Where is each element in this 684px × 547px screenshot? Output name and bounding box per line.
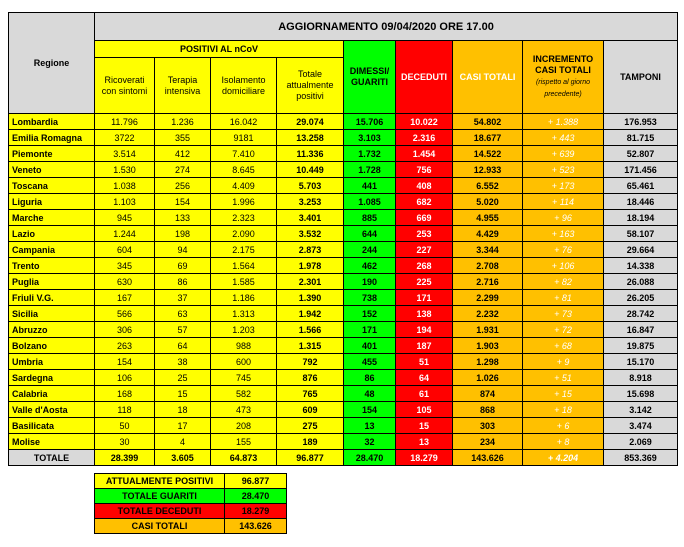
cell-deceduti: 1.454 [396, 146, 453, 162]
cell-casi-totali: 1.026 [453, 370, 523, 386]
cell-totale-positivi: 765 [277, 386, 344, 402]
cell-deceduti: 225 [396, 274, 453, 290]
cell-tamponi: 65.461 [604, 178, 678, 194]
cell-deceduti: 64 [396, 370, 453, 386]
cell-deceduti: 2.316 [396, 130, 453, 146]
cell-terapia: 17 [155, 418, 211, 434]
total-cell-terapia: 3.605 [155, 450, 211, 466]
table-row [9, 290, 678, 306]
cell-deceduti: 194 [396, 322, 453, 338]
total-cell-totale-positivi: 96.877 [277, 450, 344, 466]
table-row [9, 226, 678, 242]
cell-deceduti: 10.022 [396, 114, 453, 130]
cell-regione: Calabria [9, 386, 95, 402]
table-row [9, 386, 678, 402]
cell-terapia: 94 [155, 242, 211, 258]
cell-deceduti: 171 [396, 290, 453, 306]
cell-deceduti: 669 [396, 210, 453, 226]
cell-dimessi: 190 [344, 274, 396, 290]
total-cell-regione: TOTALE [9, 450, 95, 466]
cell-casi-totali: 874 [453, 386, 523, 402]
cell-incremento: + 8 [523, 434, 604, 450]
cell-isolamento: 155 [211, 434, 277, 450]
cell-incremento: + 96 [523, 210, 604, 226]
cell-totale-positivi: 2.301 [277, 274, 344, 290]
cell-casi-totali: 2.716 [453, 274, 523, 290]
cell-terapia: 15 [155, 386, 211, 402]
cell-ricoverati: 1.530 [95, 162, 155, 178]
cell-incremento: + 173 [523, 178, 604, 194]
cell-casi-totali: 4.429 [453, 226, 523, 242]
cell-isolamento: 582 [211, 386, 277, 402]
cell-terapia: 37 [155, 290, 211, 306]
cell-ricoverati: 1.103 [95, 194, 155, 210]
table-row [9, 338, 678, 354]
summary-value: 143.626 [225, 519, 287, 534]
cell-totale-positivi: 609 [277, 402, 344, 418]
cell-incremento: + 72 [523, 322, 604, 338]
cell-casi-totali: 6.552 [453, 178, 523, 194]
cell-regione: Abruzzo [9, 322, 95, 338]
cell-isolamento: 7.410 [211, 146, 277, 162]
cell-casi-totali: 2.232 [453, 306, 523, 322]
cell-ricoverati: 30 [95, 434, 155, 450]
cell-regione: Piemonte [9, 146, 95, 162]
cell-ricoverati: 118 [95, 402, 155, 418]
cell-incremento: + 18 [523, 402, 604, 418]
cell-ricoverati: 604 [95, 242, 155, 258]
cell-deceduti: 268 [396, 258, 453, 274]
cell-regione: Marche [9, 210, 95, 226]
summary-label: TOTALE GUARITI [95, 489, 225, 504]
cell-incremento: + 68 [523, 338, 604, 354]
cell-terapia: 63 [155, 306, 211, 322]
total-cell-dimessi: 28.470 [344, 450, 396, 466]
cell-terapia: 18 [155, 402, 211, 418]
cell-dimessi: 154 [344, 402, 396, 418]
cell-dimessi: 3.103 [344, 130, 396, 146]
header-positivi: POSITIVI AL nCoV [95, 41, 344, 58]
covid-regional-table [8, 12, 678, 466]
cell-deceduti: 105 [396, 402, 453, 418]
cell-terapia: 198 [155, 226, 211, 242]
cell-terapia: 64 [155, 338, 211, 354]
cell-dimessi: 32 [344, 434, 396, 450]
cell-ricoverati: 11.796 [95, 114, 155, 130]
cell-isolamento: 2.090 [211, 226, 277, 242]
cell-incremento: + 6 [523, 418, 604, 434]
cell-dimessi: 1.728 [344, 162, 396, 178]
header-ricoverati: Ricoverati con sintomi [95, 58, 155, 114]
cell-deceduti: 138 [396, 306, 453, 322]
cell-totale-positivi: 1.942 [277, 306, 344, 322]
table-row [9, 178, 678, 194]
cell-totale-positivi: 1.390 [277, 290, 344, 306]
cell-isolamento: 8.645 [211, 162, 277, 178]
table-row [9, 258, 678, 274]
cell-tamponi: 28.742 [604, 306, 678, 322]
cell-totale-positivi: 13.258 [277, 130, 344, 146]
cell-isolamento: 473 [211, 402, 277, 418]
cell-incremento: + 443 [523, 130, 604, 146]
cell-tamponi: 58.107 [604, 226, 678, 242]
cell-terapia: 412 [155, 146, 211, 162]
cell-tamponi: 26.205 [604, 290, 678, 306]
total-cell-isolamento: 64.873 [211, 450, 277, 466]
summary-value: 28.470 [225, 489, 287, 504]
header-deceduti: DECEDUTI [396, 41, 453, 114]
cell-totale-positivi: 275 [277, 418, 344, 434]
cell-casi-totali: 1.931 [453, 322, 523, 338]
cell-incremento: + 73 [523, 306, 604, 322]
cell-isolamento: 16.042 [211, 114, 277, 130]
cell-dimessi: 15.706 [344, 114, 396, 130]
cell-ricoverati: 167 [95, 290, 155, 306]
cell-casi-totali: 1.298 [453, 354, 523, 370]
cell-regione: Sardegna [9, 370, 95, 386]
summary-row [95, 519, 287, 534]
cell-incremento: + 82 [523, 274, 604, 290]
cell-casi-totali: 54.802 [453, 114, 523, 130]
cell-isolamento: 4.409 [211, 178, 277, 194]
cell-ricoverati: 1.038 [95, 178, 155, 194]
cell-ricoverati: 566 [95, 306, 155, 322]
header-terapia: Terapia intensiva [155, 58, 211, 114]
cell-casi-totali: 2.708 [453, 258, 523, 274]
cell-isolamento: 2.323 [211, 210, 277, 226]
cell-casi-totali: 3.344 [453, 242, 523, 258]
table-row [9, 418, 678, 434]
cell-isolamento: 600 [211, 354, 277, 370]
total-cell-ricoverati: 28.399 [95, 450, 155, 466]
header-regione: Regione [9, 13, 95, 114]
cell-regione: Sicilia [9, 306, 95, 322]
cell-incremento: + 523 [523, 162, 604, 178]
cell-regione: Lazio [9, 226, 95, 242]
cell-totale-positivi: 1.978 [277, 258, 344, 274]
cell-dimessi: 1.085 [344, 194, 396, 210]
cell-dimessi: 644 [344, 226, 396, 242]
table-row [9, 114, 678, 130]
cell-isolamento: 1.313 [211, 306, 277, 322]
cell-isolamento: 2.175 [211, 242, 277, 258]
cell-totale-positivi: 792 [277, 354, 344, 370]
cell-tamponi: 15.698 [604, 386, 678, 402]
cell-tamponi: 15.170 [604, 354, 678, 370]
cell-incremento: + 1.388 [523, 114, 604, 130]
cell-regione: Emilia Romagna [9, 130, 95, 146]
cell-dimessi: 401 [344, 338, 396, 354]
cell-deceduti: 51 [396, 354, 453, 370]
cell-regione: Friuli V.G. [9, 290, 95, 306]
cell-tamponi: 3.474 [604, 418, 678, 434]
cell-terapia: 1.236 [155, 114, 211, 130]
cell-incremento: + 51 [523, 370, 604, 386]
cell-totale-positivi: 3.532 [277, 226, 344, 242]
cell-deceduti: 227 [396, 242, 453, 258]
cell-dimessi: 171 [344, 322, 396, 338]
cell-regione: Veneto [9, 162, 95, 178]
cell-ricoverati: 106 [95, 370, 155, 386]
cell-ricoverati: 3.514 [95, 146, 155, 162]
summary-value: 18.279 [225, 504, 287, 519]
table-row [9, 242, 678, 258]
cell-regione: Valle d'Aosta [9, 402, 95, 418]
cell-casi-totali: 234 [453, 434, 523, 450]
cell-deceduti: 15 [396, 418, 453, 434]
cell-regione: Molise [9, 434, 95, 450]
update-title: AGGIORNAMENTO 09/04/2020 ORE 17.00 [95, 13, 678, 41]
summary-row [95, 474, 287, 489]
cell-regione: Toscana [9, 178, 95, 194]
cell-tamponi: 2.069 [604, 434, 678, 450]
cell-casi-totali: 1.903 [453, 338, 523, 354]
cell-deceduti: 187 [396, 338, 453, 354]
cell-totale-positivi: 5.703 [277, 178, 344, 194]
cell-incremento: + 81 [523, 290, 604, 306]
cell-dimessi: 441 [344, 178, 396, 194]
cell-incremento: + 114 [523, 194, 604, 210]
cell-tamponi: 16.847 [604, 322, 678, 338]
cell-isolamento: 1.186 [211, 290, 277, 306]
table-row [9, 130, 678, 146]
summary-value: 96.877 [225, 474, 287, 489]
cell-deceduti: 253 [396, 226, 453, 242]
cell-dimessi: 1.732 [344, 146, 396, 162]
cell-casi-totali: 868 [453, 402, 523, 418]
header-isolamento: Isolamento domiciliare [211, 58, 277, 114]
cell-dimessi: 48 [344, 386, 396, 402]
cell-deceduti: 408 [396, 178, 453, 194]
cell-casi-totali: 18.677 [453, 130, 523, 146]
cell-terapia: 256 [155, 178, 211, 194]
cell-totale-positivi: 11.336 [277, 146, 344, 162]
table-row [9, 146, 678, 162]
table-row [9, 370, 678, 386]
cell-ricoverati: 1.244 [95, 226, 155, 242]
table-row [9, 354, 678, 370]
cell-casi-totali: 303 [453, 418, 523, 434]
cell-isolamento: 1.585 [211, 274, 277, 290]
cell-regione: Lombardia [9, 114, 95, 130]
cell-regione: Trento [9, 258, 95, 274]
cell-tamponi: 8.918 [604, 370, 678, 386]
cell-dimessi: 738 [344, 290, 396, 306]
table-row [9, 306, 678, 322]
header-casi-totali: CASI TOTALI [453, 41, 523, 114]
table-row [9, 322, 678, 338]
cell-regione: Basilicata [9, 418, 95, 434]
header-totale-positivi: Totale attualmente positivi [277, 58, 344, 114]
cell-isolamento: 1.203 [211, 322, 277, 338]
cell-regione: Campania [9, 242, 95, 258]
cell-totale-positivi: 29.074 [277, 114, 344, 130]
table-row [9, 274, 678, 290]
cell-isolamento: 208 [211, 418, 277, 434]
cell-ricoverati: 3722 [95, 130, 155, 146]
total-cell-incremento: + 4.204 [523, 450, 604, 466]
cell-deceduti: 756 [396, 162, 453, 178]
cell-tamponi: 18.446 [604, 194, 678, 210]
cell-incremento: + 163 [523, 226, 604, 242]
cell-tamponi: 171.456 [604, 162, 678, 178]
cell-totale-positivi: 2.873 [277, 242, 344, 258]
cell-dimessi: 13 [344, 418, 396, 434]
cell-terapia: 133 [155, 210, 211, 226]
cell-tamponi: 176.953 [604, 114, 678, 130]
cell-deceduti: 13 [396, 434, 453, 450]
cell-deceduti: 61 [396, 386, 453, 402]
cell-terapia: 25 [155, 370, 211, 386]
cell-ricoverati: 50 [95, 418, 155, 434]
header-incremento: INCREMENTO CASI TOTALI (rispetto al giorno precedente) [523, 41, 604, 114]
cell-terapia: 57 [155, 322, 211, 338]
cell-terapia: 154 [155, 194, 211, 210]
cell-incremento: + 639 [523, 146, 604, 162]
cell-totale-positivi: 3.401 [277, 210, 344, 226]
cell-tamponi: 18.194 [604, 210, 678, 226]
cell-terapia: 38 [155, 354, 211, 370]
cell-casi-totali: 12.933 [453, 162, 523, 178]
cell-terapia: 355 [155, 130, 211, 146]
cell-tamponi: 29.664 [604, 242, 678, 258]
cell-casi-totali: 4.955 [453, 210, 523, 226]
header-dimessi: DIMESSI/ GUARITI [344, 41, 396, 114]
cell-tamponi: 14.338 [604, 258, 678, 274]
cell-isolamento: 9181 [211, 130, 277, 146]
cell-isolamento: 1.564 [211, 258, 277, 274]
table-row [9, 210, 678, 226]
cell-totale-positivi: 10.449 [277, 162, 344, 178]
summary-row [95, 504, 287, 519]
total-cell-tamponi: 853.369 [604, 450, 678, 466]
cell-ricoverati: 263 [95, 338, 155, 354]
header-tamponi: TAMPONI [604, 41, 678, 114]
cell-tamponi: 81.715 [604, 130, 678, 146]
cell-totale-positivi: 876 [277, 370, 344, 386]
cell-dimessi: 462 [344, 258, 396, 274]
cell-ricoverati: 345 [95, 258, 155, 274]
cell-terapia: 69 [155, 258, 211, 274]
summary-label: CASI TOTALI [95, 519, 225, 534]
cell-terapia: 86 [155, 274, 211, 290]
cell-ricoverati: 630 [95, 274, 155, 290]
cell-incremento: + 9 [523, 354, 604, 370]
cell-incremento: + 76 [523, 242, 604, 258]
cell-tamponi: 26.088 [604, 274, 678, 290]
cell-dimessi: 152 [344, 306, 396, 322]
cell-casi-totali: 14.522 [453, 146, 523, 162]
cell-dimessi: 885 [344, 210, 396, 226]
cell-tamponi: 3.142 [604, 402, 678, 418]
cell-tamponi: 52.807 [604, 146, 678, 162]
cell-isolamento: 1.996 [211, 194, 277, 210]
total-cell-deceduti: 18.279 [396, 450, 453, 466]
summary-label: ATTUALMENTE POSITIVI [95, 474, 225, 489]
cell-regione: Bolzano [9, 338, 95, 354]
cell-totale-positivi: 3.253 [277, 194, 344, 210]
table-row [9, 194, 678, 210]
cell-totale-positivi: 189 [277, 434, 344, 450]
cell-dimessi: 86 [344, 370, 396, 386]
cell-ricoverati: 306 [95, 322, 155, 338]
cell-regione: Umbria [9, 354, 95, 370]
cell-incremento: + 15 [523, 386, 604, 402]
table-row [9, 434, 678, 450]
cell-casi-totali: 5.020 [453, 194, 523, 210]
cell-ricoverati: 154 [95, 354, 155, 370]
summary-table [94, 473, 287, 534]
cell-regione: Puglia [9, 274, 95, 290]
total-cell-casi-totali: 143.626 [453, 450, 523, 466]
summary-row [95, 489, 287, 504]
cell-isolamento: 988 [211, 338, 277, 354]
cell-casi-totali: 2.299 [453, 290, 523, 306]
cell-deceduti: 682 [396, 194, 453, 210]
table-row [9, 402, 678, 418]
summary-label: TOTALE DECEDUTI [95, 504, 225, 519]
cell-tamponi: 19.875 [604, 338, 678, 354]
table-row [9, 162, 678, 178]
cell-terapia: 4 [155, 434, 211, 450]
cell-ricoverati: 168 [95, 386, 155, 402]
cell-regione: Liguria [9, 194, 95, 210]
cell-dimessi: 455 [344, 354, 396, 370]
totals-row [9, 450, 678, 466]
cell-totale-positivi: 1.315 [277, 338, 344, 354]
cell-totale-positivi: 1.566 [277, 322, 344, 338]
cell-dimessi: 244 [344, 242, 396, 258]
cell-incremento: + 106 [523, 258, 604, 274]
cell-isolamento: 745 [211, 370, 277, 386]
cell-terapia: 274 [155, 162, 211, 178]
cell-ricoverati: 945 [95, 210, 155, 226]
